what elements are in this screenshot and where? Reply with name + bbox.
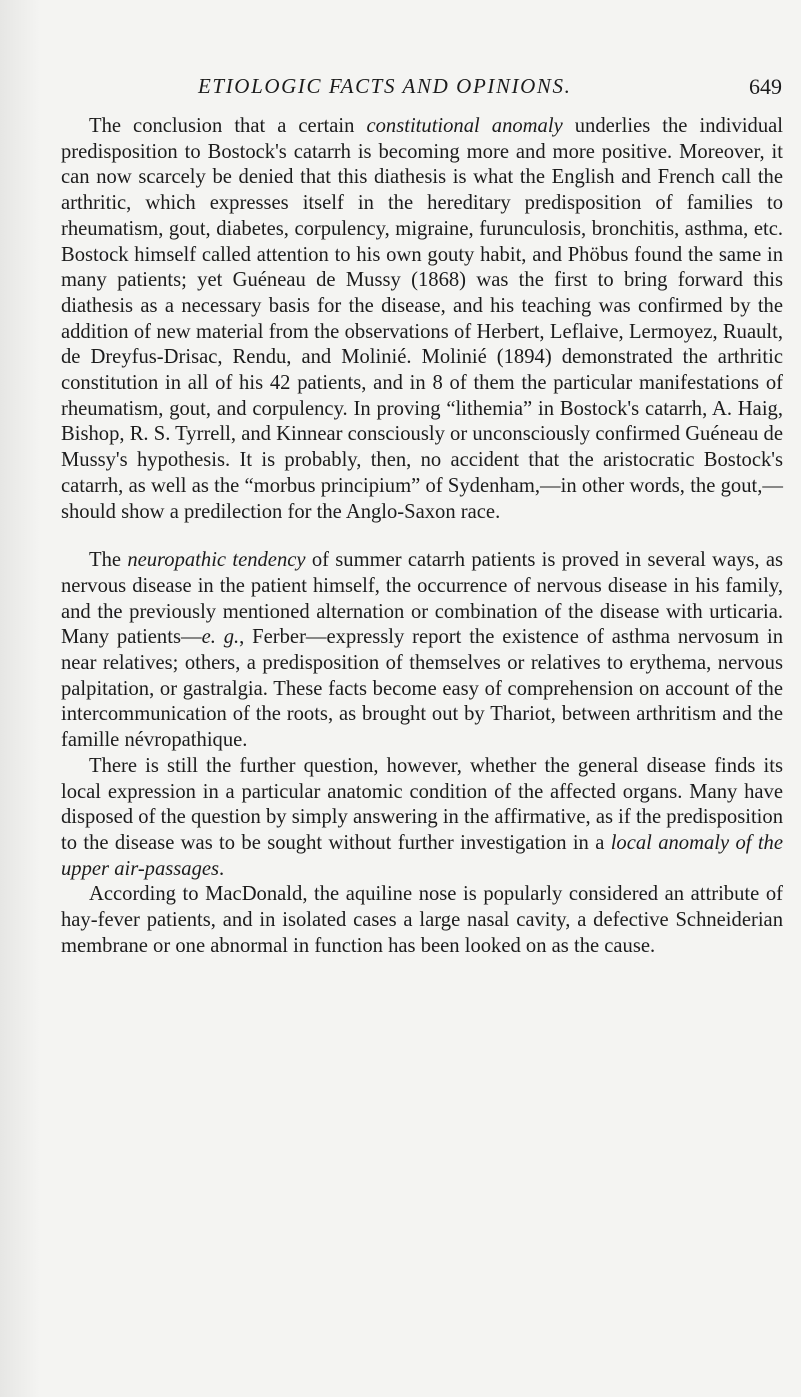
text-run: underlies the individual predisposition to Bostock's catarrh is becoming more and more positive. Moreover, it can now scarcely be denied that this diathesis is what the English and French call the arthritic, which expresses itself in the hereditary predisposition of families to rheumatism, gout, diabetes, corpulency, migraine, furunculosis, bronchitis, asthma, etc. Bostock himself called attention to his own gouty habit, and Phöbus found the same in many patients; yet Guéneau de Mussy (1868) was the first to bring forward this diathesis as a necessary basis for the disease, and his teaching was confirmed by the addition of new material from the observations of Herbert, Leflaive, Lermoyez, Ruault, de Dreyfus-Drisac, Rendu, and Molinié. Molinié (1894) demonstrated the arthritic constitution in all of his 42 patients, and in 8 of them the particular manifestations of rheumatism, gout, and corpulency. In proving “lithemia” in Bostock's catarrh, A. Haig, Bishop, R. S. Tyrrell, and Kinnear consciously or unconsciously confirmed Guéneau de Mussy's hypothesis. It is probably, then, no accident that the aristocratic Bostock's catarrh, as well as the “morbus principium” of Sydenham,—in other words, the gout,—should show a predilection for the Anglo-Saxon race. bbox=[61, 115, 783, 523]
page-body bbox=[61, 114, 783, 960]
page-header bbox=[60, 74, 782, 104]
text-run: . bbox=[219, 857, 225, 880]
text-run: According to MacDonald, the aquiline nose is popularly considered an attribute of hay-fever patients, and in isolated cases a large nasal cavity, a defective Schneiderian membrane or one abnormal in function has been looked on as the cause. bbox=[61, 883, 783, 957]
text-run: , Ferber—expressly report the existence of asthma nervosum in near relatives; others, a predisposition of themselves or relatives to erythema, nervous palpitation, or gastralgia. These facts become easy of comprehension on account of the intercommunication of the roots, as brought out by Thariot, between arthritism and the famille névropathique. bbox=[61, 626, 784, 752]
text-run: There is still the further question, however, whether the general disease finds its local expression in a particular anatomic condition of the affected organs. Many have disposed of the question by simply answering in the affirmative, as if the predisposition to the disease was to be sought without further investigation in a bbox=[61, 754, 783, 854]
paragraph-macdonald bbox=[61, 882, 783, 959]
italic-term: local anomaly of the upper air-passages bbox=[61, 831, 783, 880]
page-gutter-shadow bbox=[0, 0, 40, 1397]
text-run: The conclusion that a certain bbox=[89, 115, 367, 137]
paragraph-neuropathic-tendency bbox=[61, 548, 783, 754]
running-title: ETIOLOGIC FACTS AND OPINIONS. bbox=[198, 74, 572, 98]
italic-term: neuropathic tendency bbox=[127, 549, 306, 572]
page-number: 649 bbox=[749, 74, 782, 99]
text-run: The bbox=[89, 549, 128, 572]
italic-term: e. g. bbox=[201, 626, 240, 649]
paragraph-local-anomaly bbox=[61, 754, 783, 883]
italic-term: constitutional anomaly bbox=[366, 115, 563, 137]
paragraph-constitutional-anomaly bbox=[61, 114, 783, 525]
text-run: of summer catarrh patients is proved in several ways, as nervous disease in the patient himself, the occurrence of nervous disease in his family, and the previously mentioned alternation or combination of the disease with urticaria. Many patients— bbox=[61, 549, 783, 649]
